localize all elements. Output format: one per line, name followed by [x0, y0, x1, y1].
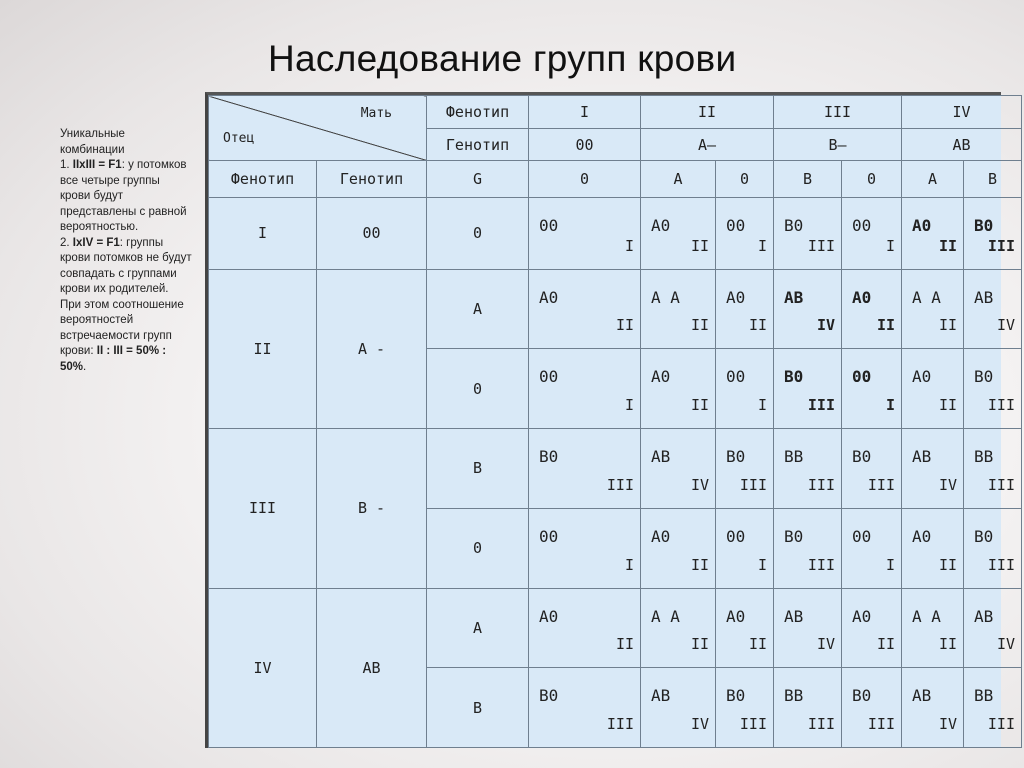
- offspring-group: III: [807, 396, 835, 415]
- offspring-combination: [902, 509, 963, 588]
- offspring-genotype: AB: [974, 606, 994, 626]
- offspring-combination: [964, 509, 1021, 588]
- offspring-combination: [774, 589, 841, 668]
- offspring-cell: [716, 349, 774, 429]
- offspring-group: III: [867, 475, 895, 494]
- father-gamete: 0: [427, 198, 529, 270]
- offspring-combination: [529, 668, 640, 747]
- father-phenotype: I: [209, 198, 317, 270]
- offspring-cell: [529, 429, 641, 509]
- offspring-group: IV: [690, 475, 709, 494]
- offspring-cell: [902, 668, 964, 748]
- offspring-genotype: B0: [539, 686, 559, 706]
- offspring-genotype: A0: [912, 526, 932, 546]
- father-phenotype: II: [209, 269, 317, 428]
- offspring-group: II: [690, 635, 709, 654]
- offspring-combination: [902, 198, 963, 269]
- offspring-genotype: A0: [726, 606, 746, 626]
- offspring-group: I: [885, 396, 895, 415]
- offspring-cell: [902, 588, 964, 668]
- offspring-genotype: A0: [651, 526, 671, 546]
- offspring-combination: [964, 589, 1021, 668]
- mother-label: Мать: [360, 106, 392, 121]
- offspring-combination: [716, 509, 773, 588]
- offspring-cell: [529, 269, 641, 349]
- father-gamete: A: [427, 588, 529, 668]
- offspring-group: IV: [690, 715, 709, 733]
- father-phenotype-header: Фенотип: [209, 161, 317, 198]
- offspring-genotype: AB: [912, 686, 932, 706]
- mother-gamete: A: [902, 161, 964, 198]
- offspring-genotype: 00: [726, 367, 746, 387]
- offspring-genotype: 00: [539, 216, 559, 236]
- offspring-genotype: A0: [912, 367, 932, 387]
- father-genotype: 00: [317, 198, 427, 270]
- offspring-cell: [774, 668, 842, 748]
- offspring-group: IV: [938, 715, 957, 733]
- offspring-group: II: [876, 316, 895, 335]
- offspring-cell: [842, 668, 902, 748]
- offspring-cell: [902, 349, 964, 429]
- offspring-genotype: 00: [852, 216, 872, 236]
- offspring-genotype: B0: [974, 216, 994, 236]
- mother-genotype: B–: [774, 128, 902, 161]
- offspring-cell: [716, 668, 774, 748]
- offspring-cell: [774, 269, 842, 349]
- father-genotype: A -: [317, 269, 427, 428]
- offspring-cell: [716, 429, 774, 509]
- offspring-group: II: [938, 555, 957, 574]
- offspring-group: III: [606, 475, 634, 494]
- mother-gamete: 0: [529, 161, 641, 198]
- offspring-cell: [641, 429, 716, 509]
- offspring-group: II: [938, 396, 957, 415]
- offspring-cell: [641, 588, 716, 668]
- father-genotype-header: Генотип: [317, 161, 427, 198]
- offspring-genotype: A0: [651, 367, 671, 387]
- note-bold: II : III = 50% : 50%: [60, 345, 167, 373]
- offspring-group: II: [748, 316, 767, 335]
- offspring-cell: [842, 508, 902, 588]
- offspring-genotype: BB: [784, 686, 804, 706]
- offspring-combination: [641, 270, 715, 349]
- mother-gamete: 0: [716, 161, 774, 198]
- offspring-cell: [529, 588, 641, 668]
- offspring-combination: [842, 429, 901, 508]
- note-line: Уникальные комбинации: [60, 128, 125, 156]
- offspring-combination: [529, 349, 640, 428]
- offspring-combination: [774, 429, 841, 508]
- note-item-1: [60, 158, 192, 236]
- offspring-group: I: [885, 236, 895, 255]
- offspring-genotype: B0: [974, 367, 994, 387]
- offspring-combination: [716, 270, 773, 349]
- offspring-genotype: A A: [651, 606, 680, 626]
- offspring-genotype: AB: [784, 606, 804, 626]
- offspring-genotype: B0: [974, 526, 994, 546]
- offspring-combination: [529, 509, 640, 588]
- offspring-cell: [716, 198, 774, 270]
- offspring-cell: [641, 508, 716, 588]
- offspring-cell: [716, 269, 774, 349]
- note-text: : группы крови потомков не будут совпадать с группами крови их родителей. При этом соотношение вероятностей встречаемости групп крови:: [60, 236, 192, 357]
- offspring-genotype: B0: [784, 216, 804, 236]
- offspring-genotype: B0: [726, 686, 746, 706]
- mother-phenotype: I: [529, 96, 641, 129]
- father-gamete: 0: [427, 508, 529, 588]
- offspring-group: II: [690, 236, 709, 255]
- mother-phenotype: II: [641, 96, 774, 129]
- offspring-combination: [902, 589, 963, 668]
- offspring-combination: [641, 509, 715, 588]
- offspring-combination: [842, 589, 901, 668]
- offspring-genotype: B0: [539, 447, 559, 467]
- offspring-cell: [842, 349, 902, 429]
- mother-gamete: 0: [842, 161, 902, 198]
- offspring-genotype: B0: [726, 447, 746, 467]
- mother-gamete: B: [774, 161, 842, 198]
- mother-genotype: 00: [529, 128, 641, 161]
- offspring-group: IV: [996, 635, 1015, 654]
- offspring-combination: [964, 668, 1021, 747]
- offspring-combination: [842, 198, 901, 269]
- offspring-cell: [529, 668, 641, 748]
- offspring-group: III: [807, 555, 835, 574]
- gametes-header: G: [427, 161, 529, 198]
- offspring-genotype: 00: [726, 526, 746, 546]
- offspring-genotype: A0: [726, 287, 746, 307]
- father-gamete: B: [427, 668, 529, 748]
- offspring-cell: [964, 349, 1022, 429]
- offspring-group: II: [938, 635, 957, 654]
- offspring-combination: [716, 349, 773, 428]
- offspring-genotype: B0: [784, 526, 804, 546]
- offspring-genotype: A0: [539, 606, 559, 626]
- offspring-combination: [774, 668, 841, 747]
- offspring-combination: [716, 589, 773, 668]
- offspring-group: I: [624, 236, 634, 255]
- offspring-group: III: [987, 715, 1015, 733]
- note-bold: IxIV = F1: [72, 236, 120, 249]
- offspring-cell: [842, 588, 902, 668]
- mother-genotype: A–: [641, 128, 774, 161]
- offspring-cell: [774, 349, 842, 429]
- offspring-cell: [641, 349, 716, 429]
- genotype-header: Генотип: [427, 128, 529, 161]
- offspring-genotype: BB: [974, 447, 994, 467]
- offspring-group: IV: [938, 475, 957, 494]
- offspring-genotype: A A: [912, 287, 941, 307]
- offspring-group: III: [606, 715, 634, 733]
- offspring-group: III: [807, 715, 835, 733]
- offspring-cell: [774, 588, 842, 668]
- mother-gamete: B: [964, 161, 1022, 198]
- header-diagonal-cell: [209, 96, 427, 161]
- father-gamete: 0: [427, 349, 529, 429]
- offspring-cell: [964, 198, 1022, 270]
- offspring-group: I: [885, 555, 895, 574]
- offspring-group: II: [690, 555, 709, 574]
- offspring-cell: [902, 198, 964, 270]
- offspring-cell: [641, 668, 716, 748]
- offspring-cell: [529, 198, 641, 270]
- offspring-combination: [529, 198, 640, 269]
- offspring-group: IV: [816, 316, 835, 335]
- note-text: 1.: [60, 159, 73, 171]
- offspring-group: IV: [996, 316, 1015, 335]
- offspring-cell: [774, 198, 842, 270]
- offspring-genotype: 00: [726, 216, 746, 236]
- offspring-combination: [774, 349, 841, 428]
- offspring-genotype: B0: [784, 367, 804, 387]
- offspring-genotype: A0: [651, 216, 671, 236]
- offspring-genotype: A0: [539, 287, 559, 307]
- offspring-genotype: A A: [651, 287, 680, 307]
- offspring-cell: [842, 429, 902, 509]
- offspring-combination: [964, 270, 1021, 349]
- mother-gamete: A: [641, 161, 716, 198]
- offspring-group: II: [690, 396, 709, 415]
- father-phenotype: III: [209, 429, 317, 588]
- offspring-group: II: [615, 635, 634, 654]
- offspring-combination: [902, 349, 963, 428]
- offspring-combination: [641, 668, 715, 747]
- offspring-cell: [964, 588, 1022, 668]
- offspring-group: III: [807, 236, 835, 255]
- offspring-combination: [641, 429, 715, 508]
- offspring-group: III: [739, 715, 767, 733]
- offspring-cell: [716, 588, 774, 668]
- father-phenotype: IV: [209, 588, 317, 748]
- father-genotype: B -: [317, 429, 427, 588]
- offspring-cell: [964, 668, 1022, 748]
- offspring-combination: [774, 198, 841, 269]
- offspring-combination: [716, 198, 773, 269]
- offspring-combination: [774, 509, 841, 588]
- note-text: .: [83, 360, 87, 373]
- offspring-group: III: [987, 475, 1015, 494]
- offspring-combination: [842, 509, 901, 588]
- offspring-group: II: [748, 635, 767, 654]
- offspring-cell: [842, 198, 902, 270]
- offspring-genotype: AB: [912, 447, 932, 467]
- note-text: : у потомков все четыре группы крови будут представлены с равной вероятностью.: [60, 159, 187, 233]
- offspring-genotype: AB: [974, 287, 994, 307]
- mother-genotype: AB: [902, 128, 1022, 161]
- offspring-combination: [641, 349, 715, 428]
- offspring-genotype: AB: [784, 287, 804, 307]
- offspring-genotype: 00: [539, 367, 559, 387]
- offspring-genotype: 00: [852, 367, 872, 387]
- note-item-2: [60, 236, 192, 376]
- offspring-group: III: [987, 396, 1015, 415]
- offspring-group: II: [938, 316, 957, 335]
- offspring-combination: [964, 198, 1021, 269]
- offspring-combination: [964, 349, 1021, 428]
- father-label: Отец: [223, 131, 255, 147]
- offspring-combination: [641, 589, 715, 668]
- offspring-combination: [964, 429, 1021, 508]
- offspring-cell: [529, 508, 641, 588]
- offspring-genotype: BB: [784, 447, 804, 467]
- offspring-group: I: [757, 555, 767, 574]
- offspring-cell: [774, 508, 842, 588]
- offspring-cell: [902, 429, 964, 509]
- offspring-genotype: A A: [912, 606, 941, 626]
- offspring-group: III: [987, 555, 1015, 574]
- offspring-combination: [902, 270, 963, 349]
- offspring-group: III: [807, 475, 835, 494]
- note-text: 2.: [60, 236, 73, 249]
- offspring-combination: [902, 668, 963, 747]
- offspring-combination: [842, 349, 901, 428]
- offspring-cell: [964, 429, 1022, 509]
- offspring-genotype: A0: [912, 216, 932, 236]
- offspring-combination: [641, 198, 715, 269]
- offspring-group: II: [615, 316, 634, 335]
- offspring-group: II: [876, 635, 895, 654]
- offspring-genotype: BB: [974, 686, 994, 706]
- mother-phenotype: III: [774, 96, 902, 129]
- offspring-genotype: B0: [852, 447, 872, 467]
- offspring-combination: [529, 589, 640, 668]
- offspring-group: III: [867, 715, 895, 733]
- offspring-genotype: AB: [651, 686, 671, 706]
- offspring-combination: [716, 668, 773, 747]
- offspring-combination: [529, 270, 640, 349]
- explanation-note: [60, 127, 192, 375]
- father-genotype: AB: [317, 588, 427, 748]
- note-bold: IIxIII = F1: [72, 159, 122, 171]
- father-gamete: A: [427, 269, 529, 349]
- offspring-cell: [902, 269, 964, 349]
- offspring-genotype: AB: [651, 447, 671, 467]
- offspring-cell: [964, 508, 1022, 588]
- offspring-group: III: [987, 236, 1015, 255]
- offspring-group: I: [624, 555, 634, 574]
- offspring-group: IV: [816, 635, 835, 654]
- offspring-genotype: A0: [852, 287, 872, 307]
- offspring-cell: [964, 269, 1022, 349]
- offspring-cell: [842, 269, 902, 349]
- offspring-group: II: [938, 236, 957, 255]
- offspring-cell: [902, 508, 964, 588]
- offspring-combination: [902, 429, 963, 508]
- offspring-combination: [529, 429, 640, 508]
- offspring-genotype: B0: [852, 686, 872, 706]
- offspring-group: I: [624, 396, 634, 415]
- offspring-cell: [774, 429, 842, 509]
- offspring-cell: [641, 198, 716, 270]
- page-title: Наследование групп крови: [268, 38, 737, 79]
- father-gamete: B: [427, 429, 529, 509]
- offspring-combination: [774, 270, 841, 349]
- phenotype-header: Фенотип: [427, 96, 529, 129]
- mother-phenotype: IV: [902, 96, 1022, 129]
- offspring-combination: [842, 668, 901, 747]
- offspring-combination: [716, 429, 773, 508]
- offspring-group: I: [757, 236, 767, 255]
- offspring-group: III: [739, 475, 767, 494]
- offspring-genotype: A0: [852, 606, 872, 626]
- offspring-group: I: [757, 396, 767, 415]
- offspring-genotype: 00: [539, 526, 559, 546]
- offspring-group: II: [690, 316, 709, 335]
- offspring-cell: [529, 349, 641, 429]
- offspring-cell: [716, 508, 774, 588]
- offspring-combination: [842, 270, 901, 349]
- offspring-cell: [641, 269, 716, 349]
- punnett-table: [205, 92, 1015, 748]
- offspring-genotype: 00: [852, 526, 872, 546]
